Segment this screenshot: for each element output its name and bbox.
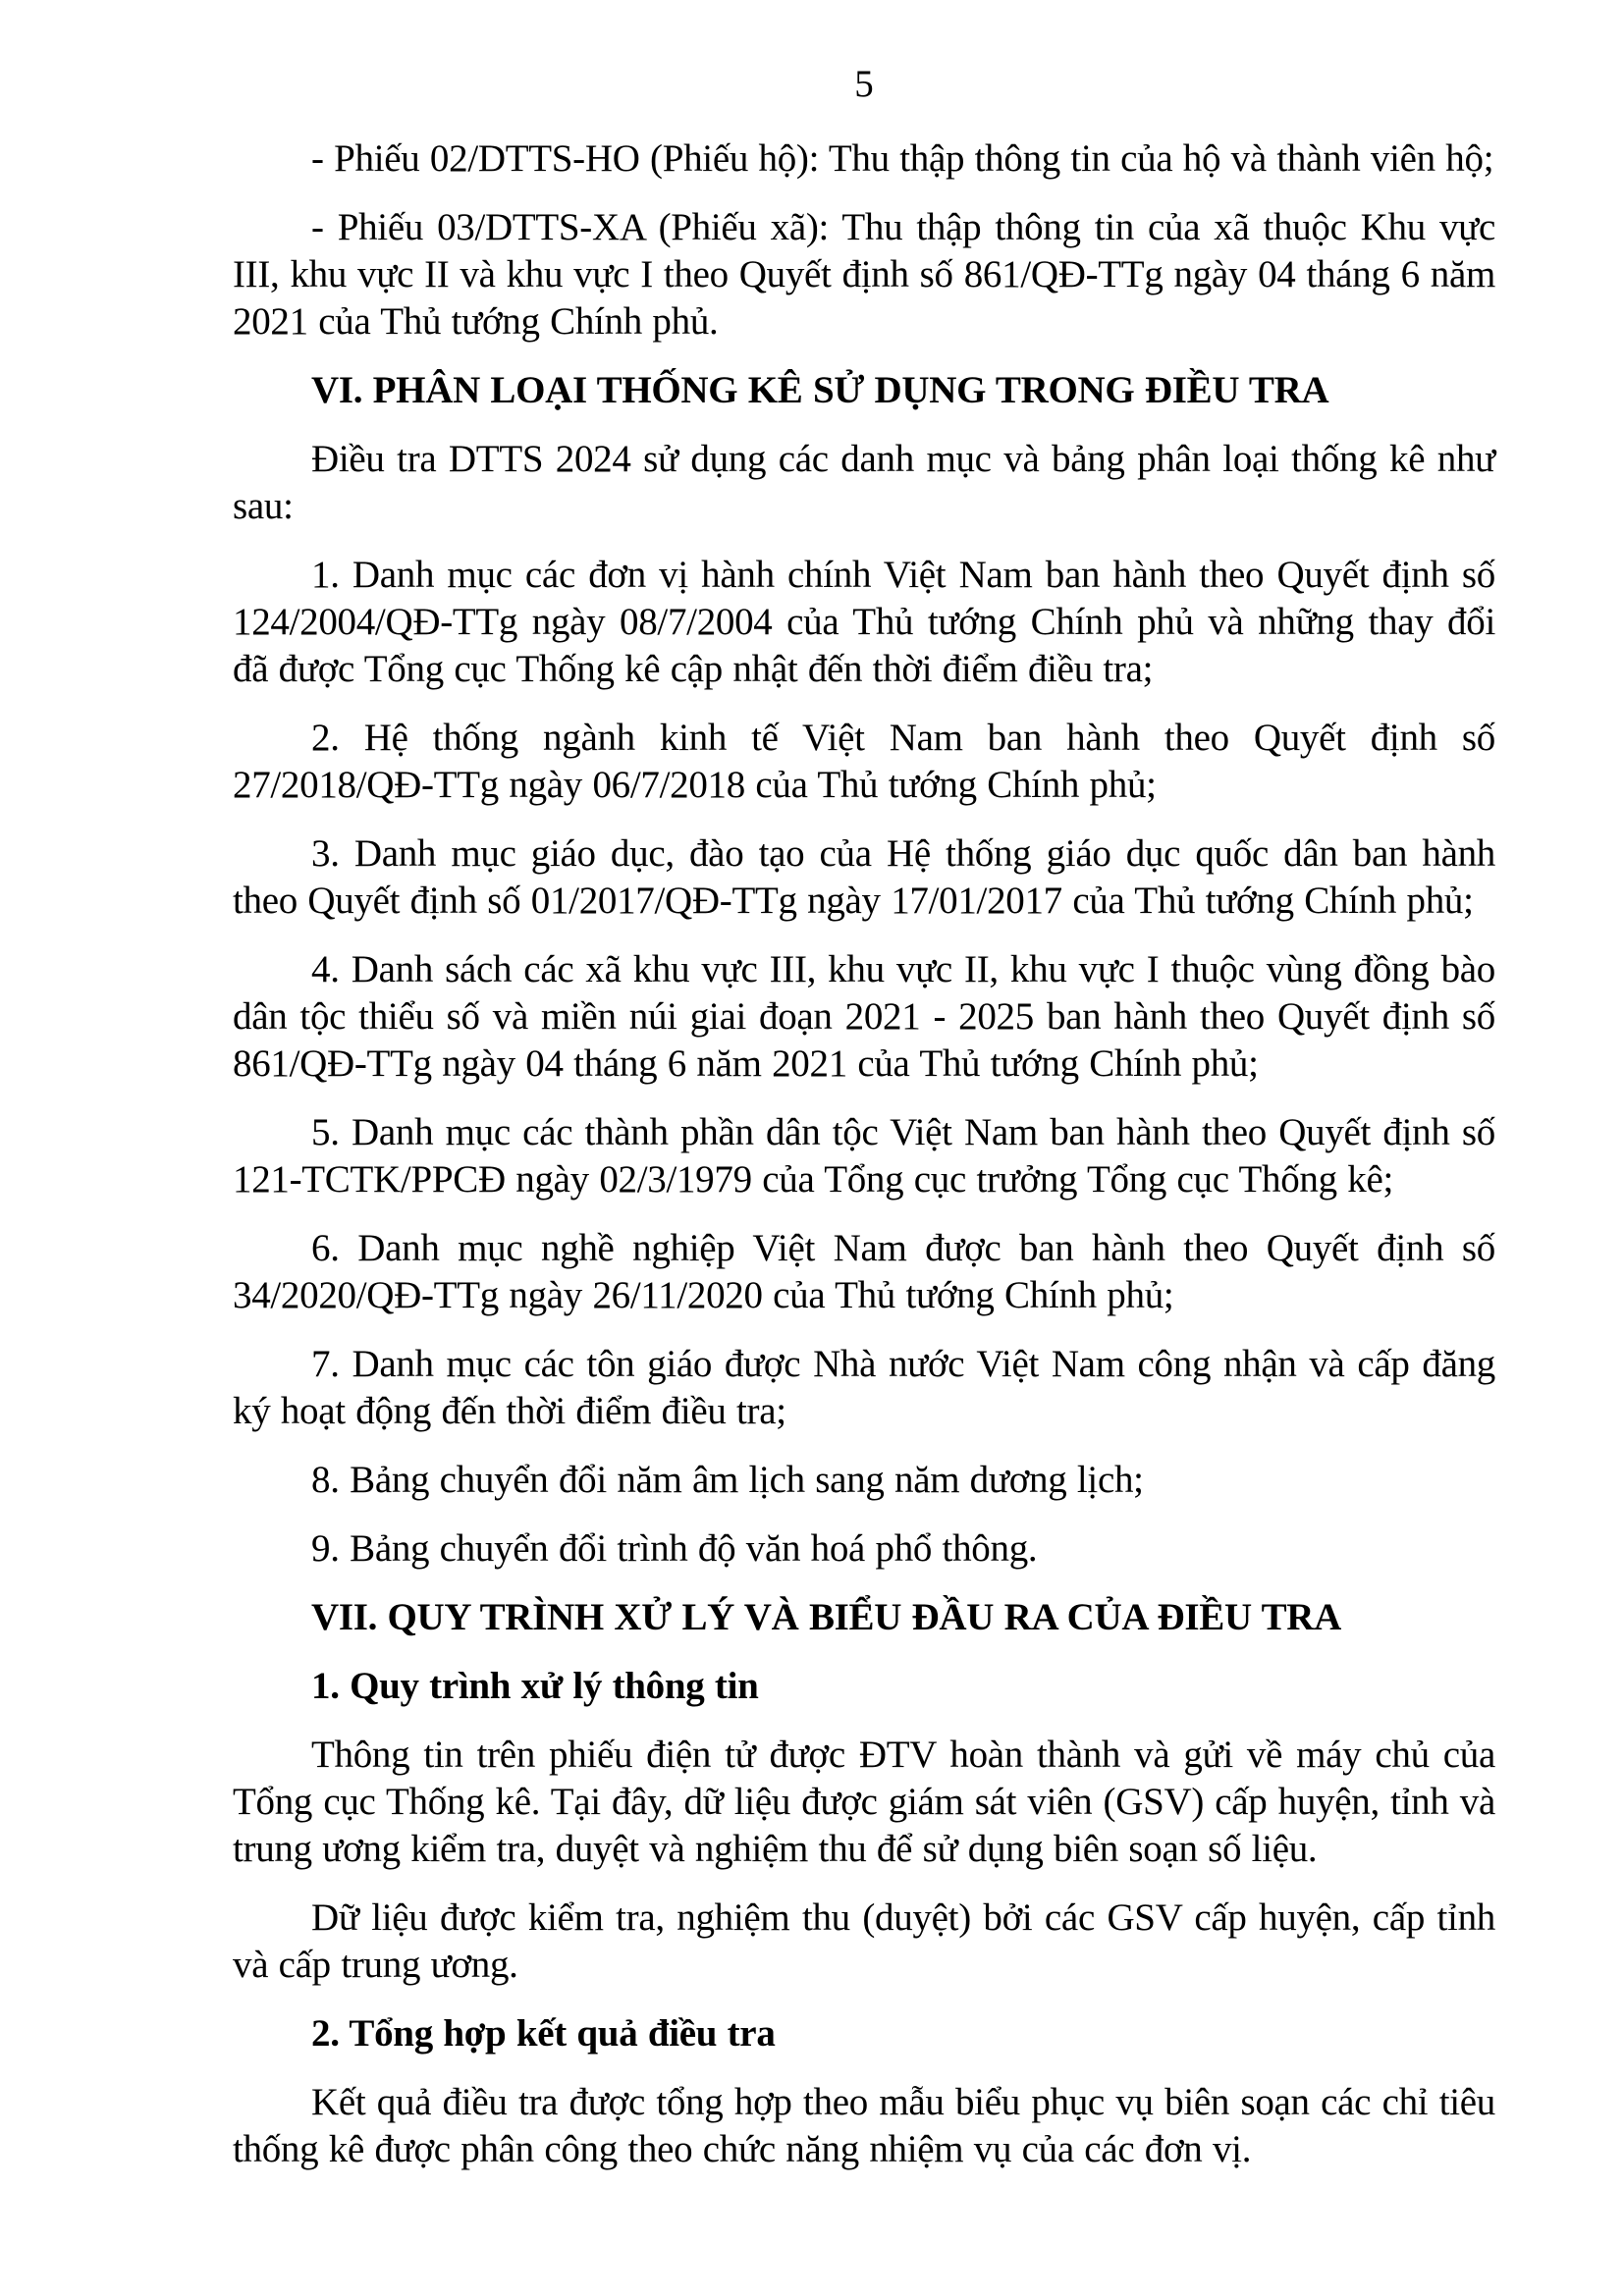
paragraph-aggregate-results: Kết quả điều tra được tổng hợp theo mẫu biểu phục vụ biên soạn các chỉ tiêu thống kê được phân công theo chức năng nhiệm vụ của các đơn vị. [233,2081,1495,2170]
section-heading-vii: VII. QUY TRÌNH XỬ LÝ VÀ BIỂU ĐẦU RA CỦA ĐIỀU TRA [311,1596,1342,1638]
paragraph-item-1: 1. Danh mục các đơn vị hành chính Việt Nam ban hành theo Quyết định số 124/2004/QĐ-TTg ngày 08/7/2004 của Thủ tướng Chính phủ và những thay đổi đã được Tổng cục Thống kê cập nhật đến thời điểm điều tra; [233,554,1495,690]
paragraph-item-3: 3. Danh mục giáo dục, đào tạo của Hệ thống giáo dục quốc dân ban hành theo Quyết định số 01/2017/QĐ-TTg ngày 17/01/2017 của Thủ tướng Chính phủ; [233,832,1495,922]
paragraph-process-info-1: Thông tin trên phiếu điện tử được ĐTV hoàn thành và gửi về máy chủ của Tổng cục Thống kê. Tại đây, dữ liệu được giám sát viên (GSV) cấp huyện, tỉnh và trung ương kiểm tra, duyệt và nghiệm thu để sử dụng biên soạn số liệu. [233,1734,1495,1870]
subsection-heading-1: 1. Quy trình xử lý thông tin [311,1665,759,1707]
paragraph-phieu-02: - Phiếu 02/DTTS-HO (Phiếu hộ): Thu thập thông tin của hộ và thành viên hộ; [311,137,1494,180]
section-heading-vi: VI. PHÂN LOẠI THỐNG KÊ SỬ DỤNG TRONG ĐIỀU TRA [311,369,1329,411]
paragraph-item-9: 9. Bảng chuyển đổi trình độ văn hoá phổ thông. [311,1527,1038,1570]
paragraph-phieu-03: - Phiếu 03/DTTS-XA (Phiếu xã): Thu thập thông tin của xã thuộc Khu vực III, khu vực II và khu vực I theo Quyết định số 861/QĐ-TTg ngày 04 tháng 6 năm 2021 của Thủ tướng Chính phủ. [233,206,1495,343]
paragraph-item-5: 5. Danh mục các thành phần dân tộc Việt Nam ban hành theo Quyết định số 121-TCTK/PPCĐ ngày 02/3/1979 của Tổng cục trưởng Tổng cục Thống kê; [233,1111,1495,1201]
paragraph-item-2: 2. Hệ thống ngành kinh tế Việt Nam ban hành theo Quyết định số 27/2018/QĐ-TTg ngày 06/7/2018 của Thủ tướng Chính phủ; [233,717,1495,806]
paragraph-item-8: 8. Bảng chuyển đổi năm âm lịch sang năm dương lịch; [311,1459,1144,1501]
paragraph-item-7: 7. Danh mục các tôn giáo được Nhà nước Việt Nam công nhận và cấp đăng ký hoạt động đến thời điểm điều tra; [233,1343,1495,1432]
subsection-heading-2: 2. Tổng hợp kết quả điều tra [311,2012,776,2055]
page-number: 5 [854,63,874,105]
paragraph-process-info-2: Dữ liệu được kiểm tra, nghiệm thu (duyệt) bởi các GSV cấp huyện, cấp tỉnh và cấp trung ương. [233,1896,1495,1986]
paragraph-intro-classifications: Điều tra DTTS 2024 sử dụng các danh mục và bảng phân loại thống kê như sau: [233,438,1495,527]
paragraph-item-6: 6. Danh mục nghề nghiệp Việt Nam được ban hành theo Quyết định số 34/2020/QĐ-TTg ngày 26/11/2020 của Thủ tướng Chính phủ; [233,1227,1495,1316]
paragraph-item-4: 4. Danh sách các xã khu vực III, khu vực II, khu vực I thuộc vùng đồng bào dân tộc thiểu số và miền núi giai đoạn 2021 - 2025 ban hành theo Quyết định số 861/QĐ-TTg ngày 04 tháng 6 năm 2021 của Thủ tướng Chính phủ; [233,948,1495,1085]
